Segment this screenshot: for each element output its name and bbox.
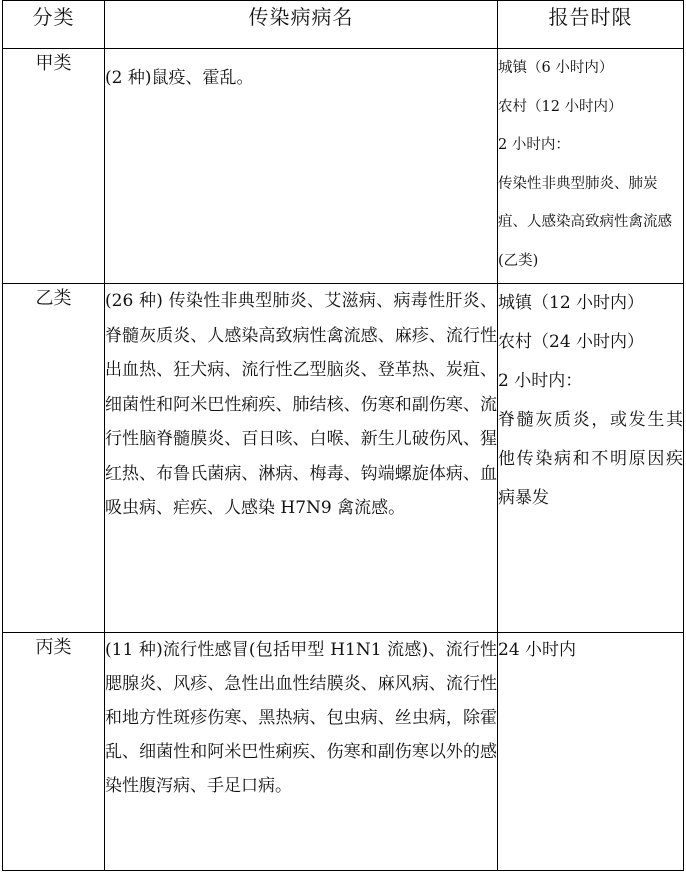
- category-cell: 乙类: [3, 284, 105, 633]
- table-row-class-a: [3, 49, 684, 284]
- limit-two-hours: 2 小时内：: [498, 137, 570, 153]
- report-limit-content: [498, 284, 683, 518]
- limit-urban: 城镇（12 小时内）: [498, 293, 645, 313]
- limit-time: 24 小时内: [498, 640, 577, 660]
- disease-report-table: [2, 0, 684, 871]
- report-limit-content: [498, 49, 683, 280]
- disease-list: (26 种) 传染性非典型肺炎、艾滋病、病毒性肝炎、脊髓灰质炎、人感染高致病性禽流感、麻疹、流行性出血热、狂犬病、流行性乙型脑炎、登革热、炭疽、细菌性和阿米巴性痢疾、肺结核、伤寒和副伤寒、流行性脑脊髓膜炎、百日咳、白喉、新生儿破伤风、猩红热、布鲁氏菌病、淋病、梅毒、钩端螺旋体病、血吸虫病、疟疾、人感染 H7N9 禽流感。: [105, 291, 497, 518]
- disease-names-cell: [105, 49, 498, 284]
- category-cell: 甲类: [3, 49, 105, 284]
- disease-list: (2 种)鼠疫、霍乱。: [105, 68, 254, 88]
- table-row-class-b: [3, 284, 684, 633]
- table-row-class-c: [3, 633, 684, 871]
- report-limit-cell: [498, 633, 684, 871]
- limit-urban: 城镇（6 小时内）: [498, 60, 614, 76]
- limit-special: 传染性非典型肺炎、肺炭疽、人感染高致病性禽流感(乙类): [498, 175, 672, 269]
- disease-list: (11 种)流行性感冒(包括甲型 H1N1 流感)、流行性腮腺炎、风疹、急性出血性结膜炎、麻风病、流行性和地方性斑疹伤寒、黑热病、包虫病、丝虫病，除霍乱、细菌性和阿米巴性痢疾、伤寒和副伤寒以外的感染性腹泻病、手足口病。: [105, 640, 497, 796]
- limit-rural: 农村（12 小时内）: [498, 98, 623, 115]
- disease-names-cell: [105, 284, 498, 633]
- report-limit-content: [498, 633, 683, 667]
- disease-names-cell: [105, 633, 498, 871]
- limit-two-hours: 2 小时内：: [498, 371, 583, 391]
- header-disease-names: 传染病病名: [105, 1, 498, 49]
- report-limit-cell: [498, 284, 684, 633]
- limit-rural: 农村（24 小时内）: [498, 332, 645, 352]
- category-cell: 丙类: [3, 633, 105, 871]
- limit-special: 脊髓灰质炎，或发生其他传染病和不明原因疾病暴发: [498, 410, 683, 508]
- header-report-time-limit: 报告时限: [498, 1, 684, 49]
- header-category: 分类: [3, 1, 105, 49]
- header-row: [3, 1, 684, 49]
- report-limit-cell: [498, 49, 684, 284]
